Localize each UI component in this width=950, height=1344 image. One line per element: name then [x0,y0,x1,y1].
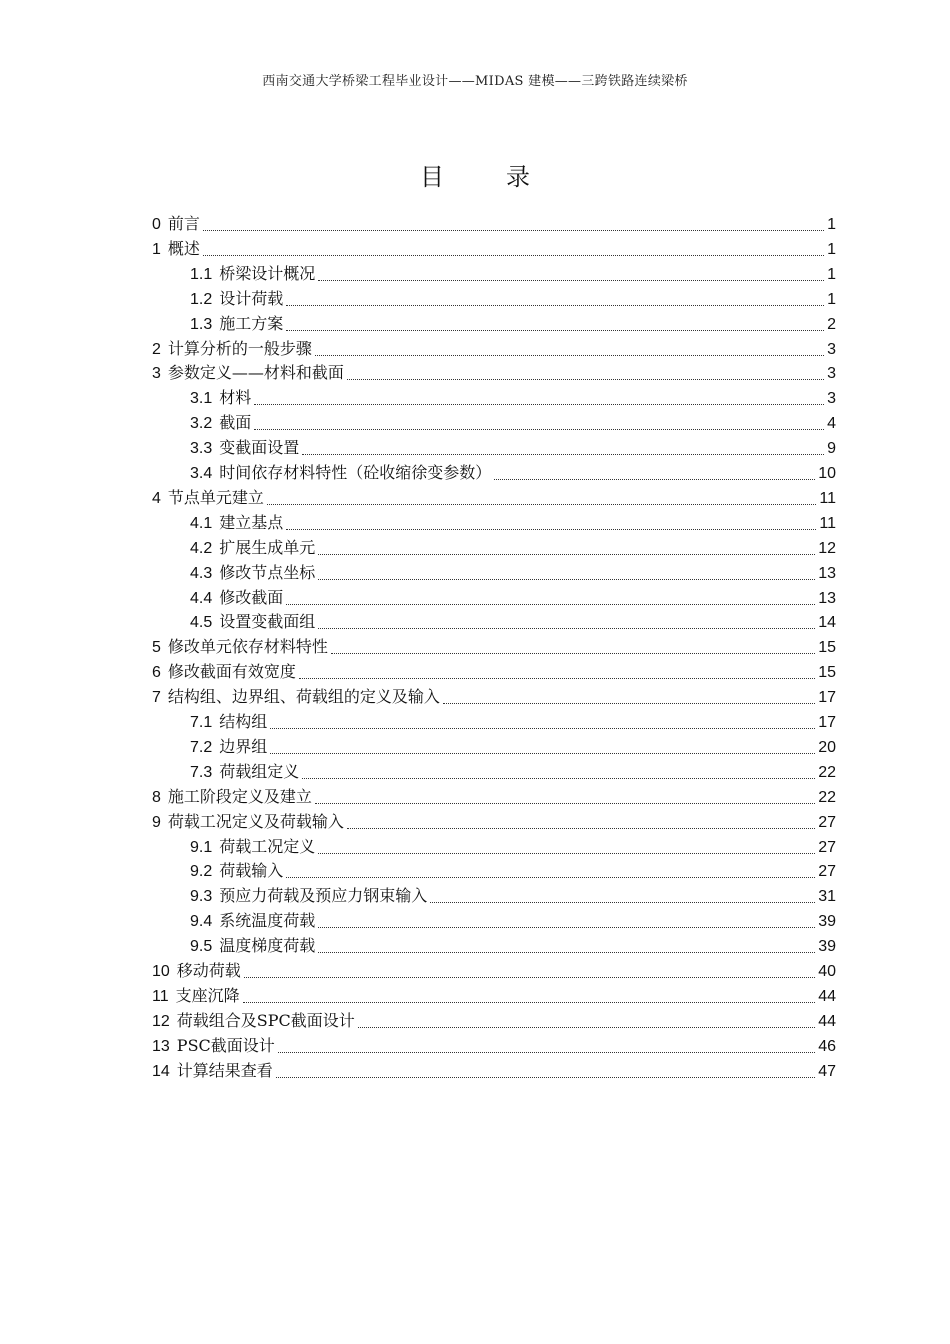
toc-entry[interactable] [152,659,836,684]
toc-entry[interactable] [152,809,836,834]
running-header: 西南交通大学桥梁工程毕业设计——MIDAS 建模——三跨铁路连续梁桥 [262,74,688,89]
toc-entry-label: 系统温度荷载 [219,911,316,931]
toc-entry[interactable] [190,858,836,883]
toc-entry[interactable] [152,634,836,659]
toc-entry[interactable] [152,684,836,709]
toc-entry-page: 44 [818,987,836,1005]
toc-entry-number: 3.3 [190,440,213,458]
toc-entry-label: 设置变截面组 [219,612,316,632]
toc-entry-page: 27 [818,813,836,831]
toc-entry-number: 5 [152,639,161,657]
toc-entry[interactable] [190,410,836,435]
toc-entry-page: 22 [818,788,836,806]
toc-entry[interactable] [152,784,836,809]
toc-dot-leader [244,976,815,978]
toc-entry-page: 2 [827,315,836,333]
toc-dot-leader [278,1051,815,1053]
toc-entry-number: 7.3 [190,763,213,781]
toc-dot-leader [203,229,824,231]
toc-entry-number: 4.3 [190,564,213,582]
toc-entry-page: 40 [818,963,836,980]
toc-entry-number: 2 [152,340,161,358]
toc-entry[interactable] [152,236,836,261]
toc-entry-number: 9.3 [190,888,213,906]
toc-dot-leader [254,403,824,405]
toc-entry-number: 1.3 [190,315,213,333]
toc-entry-label: 变截面设置 [219,438,300,458]
toc-entry-label: 荷载输入 [219,861,284,881]
toc-dot-leader [267,503,816,505]
toc-entry[interactable] [190,734,836,759]
toc-entry-number: 10 [152,963,170,980]
toc-entry-number: 9 [152,813,161,831]
toc-entry-page: 11 [819,514,836,532]
toc-entry-page: 12 [818,539,836,557]
toc-entry-number: 9.5 [190,938,213,956]
toc-entry-label: 扩展生成单元 [219,537,316,557]
toc-dot-leader [254,428,824,430]
toc-entry-page: 44 [818,1012,836,1030]
toc-entry-page: 27 [818,863,836,881]
toc-dot-leader [286,603,815,605]
toc-entry[interactable] [152,485,836,510]
toc-entry-label: 荷载工况定义及荷载输入 [167,811,344,831]
toc-entry-label: 材料 [219,388,252,408]
toc-entry-page: 1 [827,240,836,258]
toc-entry-label: 边界组 [219,736,268,756]
toc-dot-leader [318,627,815,629]
toc-entry[interactable] [190,585,836,610]
toc-entry-page: 1 [827,290,836,308]
toc-dot-leader [270,752,815,754]
toc-entry-label: PSC截面设计 [176,1035,275,1055]
toc-dot-leader [318,578,815,580]
toc-entry[interactable] [190,510,836,535]
toc-entry-page: 9 [827,440,836,458]
toc-entry[interactable] [190,535,836,560]
toc-entry-label: 结构组、边界组、荷载组的定义及输入 [167,687,440,707]
toc-entry-label: 参数定义——材料和截面 [167,363,344,383]
toc-dot-leader [203,254,824,256]
toc-entry[interactable] [190,311,836,336]
toc-entry-page: 20 [818,738,836,756]
toc-dot-leader [276,1076,815,1078]
toc-entry-page: 27 [818,838,836,856]
toc-dot-leader [318,951,815,953]
toc-entry-label: 建立基点 [219,512,284,532]
toc-dot-leader [286,329,824,331]
toc-entry[interactable] [190,759,836,784]
toc-dot-leader [302,777,815,779]
toc-entry-number: 7.1 [190,714,213,731]
toc-entry-label: 修改截面有效宽度 [167,662,296,682]
toc-entry[interactable] [190,908,836,933]
toc-entry-page: 14 [818,614,836,632]
toc-entry-number: 4 [152,489,161,507]
toc-entry-label: 荷载组合及SPC截面设计 [176,1010,355,1030]
toc-dot-leader [318,852,815,854]
toc-entry-page: 31 [818,888,836,906]
toc-entry-label: 荷载组定义 [219,761,300,781]
toc-entry-page: 3 [827,365,836,383]
toc-entry-number: 12 [152,1012,170,1030]
toc-entry-label: 预应力荷载及预应力钢束输入 [219,886,428,906]
toc-entry-number: 4.2 [190,539,213,557]
toc-dot-leader [443,702,815,704]
toc-dot-leader [318,926,815,928]
toc-entry[interactable] [152,336,836,361]
toc-entry-number: 8 [152,788,161,806]
toc-dot-leader [286,876,815,878]
toc-entry-page: 39 [818,913,836,931]
toc-entry-label: 桥梁设计概况 [219,263,316,283]
toc-entry-number: 7.2 [190,738,213,756]
toc-entry-page: 22 [818,763,836,781]
toc-entry-number: 4.5 [190,614,213,632]
toc-entry-number: 1.1 [190,265,213,283]
toc-entry-page: 4 [827,415,836,433]
toc-title-right: 录 [506,163,530,191]
toc-dot-leader [299,677,815,679]
toc-entry[interactable] [190,933,836,958]
toc-entry-number: 9.4 [190,913,213,931]
toc-entry-label: 温度梯度荷载 [219,936,316,956]
toc-entry-page: 10 [818,465,836,482]
toc-entry-page: 47 [818,1062,836,1080]
toc-entry[interactable] [190,460,836,485]
toc-entry-number: 14 [152,1062,170,1080]
toc-entry[interactable] [190,883,836,908]
toc-entry[interactable] [152,211,836,236]
toc-entry[interactable] [190,709,836,734]
toc-dot-leader [358,1026,815,1028]
toc-entry-number: 3.4 [190,465,213,482]
toc-dot-leader [318,553,815,555]
toc-entry-label: 施工方案 [219,313,284,333]
toc-entry[interactable] [190,834,836,859]
toc-title [0,160,950,194]
toc-entry-label: 荷载工况定义 [219,836,316,856]
toc-entry[interactable] [190,385,836,410]
toc-dot-leader [286,528,816,530]
toc-entry-page: 11 [819,489,836,507]
toc-entry-page: 46 [818,1037,836,1055]
toc-entry[interactable] [190,261,836,286]
toc-entry-number: 4.4 [190,589,213,607]
toc-entry-page: 3 [827,390,836,408]
toc-dot-leader [286,304,824,306]
toc-entry-number: 1 [152,240,161,258]
toc-dot-leader [302,453,824,455]
toc-entry-number: 4.1 [190,514,213,532]
toc-entry-label: 修改截面 [219,587,284,607]
toc-entry-page: 3 [827,340,836,358]
toc-entry-page: 15 [818,664,836,682]
toc-entry-label: 修改节点坐标 [219,562,316,582]
toc-entry-number: 0 [152,216,161,233]
toc-entry-label: 结构组 [219,712,268,731]
toc-dot-leader [315,354,824,356]
toc-entry[interactable] [152,983,836,1008]
toc-entry[interactable] [152,1008,836,1033]
toc-entry-label: 前言 [167,214,200,233]
toc-entry[interactable] [190,609,836,634]
toc-entry-page: 17 [818,689,836,707]
toc-entry-number: 1.2 [190,290,213,308]
toc-entry[interactable] [190,560,836,585]
toc-entry-number: 9.1 [190,838,213,856]
toc-entry-label: 施工阶段定义及建立 [167,786,312,806]
toc-entry-page: 15 [818,639,836,657]
toc-entry-number: 11 [152,987,169,1005]
toc-entry-label: 概述 [167,238,200,258]
toc-dot-leader [347,827,815,829]
toc-dot-leader [243,1001,816,1003]
toc-dot-leader [347,378,824,380]
toc-entry-label: 移动荷载 [176,961,241,980]
toc-entry-label: 节点单元建立 [167,487,264,507]
toc-entry-number: 3.1 [190,390,213,408]
toc-dot-leader [494,478,815,480]
toc-entry-page: 13 [818,589,836,607]
toc-entry-number: 6 [152,664,161,682]
toc-entry-label: 计算分析的一般步骤 [167,338,312,358]
toc-entry-page: 1 [827,265,836,283]
toc-entry-label: 计算结果查看 [176,1060,273,1080]
toc-dot-leader [430,901,815,903]
toc-dot-leader [270,727,815,729]
toc-entry-label: 时间依存材料特性（砼收缩徐变参数） [219,463,492,482]
toc-entry-label: 修改单元依存材料特性 [167,637,328,657]
toc-dot-leader [315,802,815,804]
toc-entry-page: 39 [818,938,836,956]
toc-entry-label: 截面 [219,413,252,433]
toc-entry-page: 13 [818,564,836,582]
toc-entry-number: 13 [152,1037,170,1055]
toc-entry[interactable] [190,286,836,311]
toc-entry[interactable] [152,958,836,983]
toc-entry[interactable] [152,360,836,385]
toc-entry[interactable] [152,1058,836,1083]
toc-entry-label: 支座沉降 [175,985,240,1005]
toc-entry[interactable] [152,1033,836,1058]
toc-entry-number: 7 [152,689,161,707]
toc-dot-leader [331,652,815,654]
toc-entry-number: 3 [152,365,161,383]
toc-title-left: 目 [420,163,444,191]
toc-entry-number: 9.2 [190,863,213,881]
toc-entry-label: 设计荷载 [219,288,284,308]
toc-entry-page: 1 [827,216,836,233]
toc-dot-leader [318,279,824,281]
toc-entry-number: 3.2 [190,415,213,433]
toc-entry-page: 17 [818,714,836,731]
toc-entry[interactable] [190,435,836,460]
